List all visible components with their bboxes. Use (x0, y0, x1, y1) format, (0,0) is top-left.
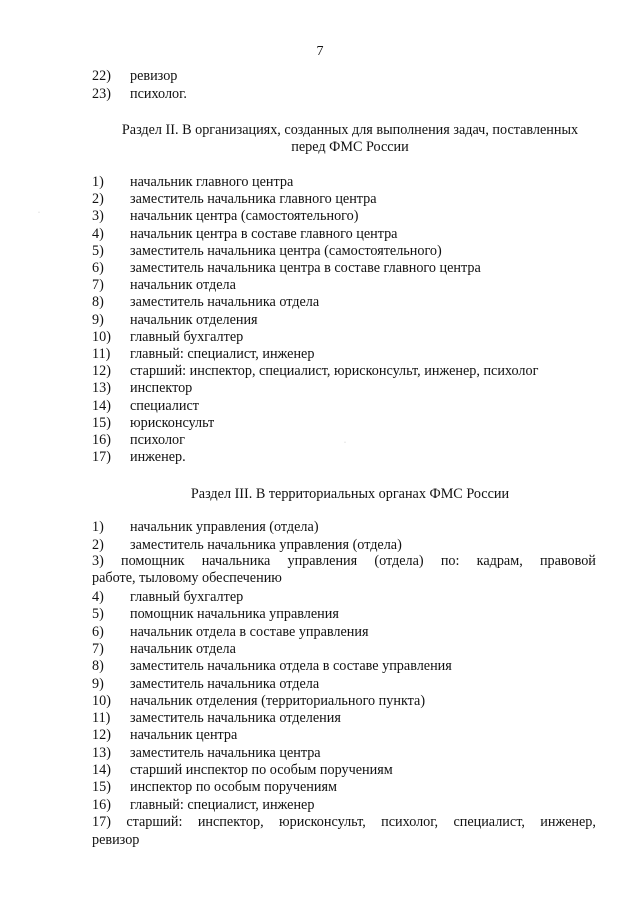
item-number: 5) (92, 606, 104, 623)
section-3-item (92, 676, 319, 693)
section-3-item-17-line2: ревизор (92, 832, 140, 848)
item-number: 7) (92, 640, 104, 657)
item-number: 1) (92, 174, 104, 190)
section-3-item (92, 762, 393, 779)
item-text: главный: специалист, инженер (130, 346, 315, 362)
item-text: начальник отдела (130, 277, 236, 294)
item-text: ревизор (130, 68, 178, 84)
item-text: начальник отдела (130, 640, 236, 657)
section-3-item (92, 641, 236, 658)
item-text: заместитель начальника управления (отдела) (130, 536, 402, 553)
section-2-item (92, 312, 258, 329)
item-text: помощник начальника управления (130, 606, 339, 623)
item-number: 16) (92, 432, 111, 448)
item-text: заместитель начальника отдела в составе управления (130, 658, 452, 675)
section-3-item (92, 606, 339, 623)
section-2-item (92, 415, 214, 432)
item-text: начальник главного центра (130, 174, 294, 190)
section-2-item (92, 432, 185, 449)
item-number: 23) (92, 85, 111, 102)
item-number: 4) (92, 589, 104, 605)
item-number: 8) (92, 294, 104, 311)
item-text: начальник отделения (территориального пункта) (130, 692, 426, 709)
item-text: психолог. (130, 85, 187, 102)
item-text: инженер. (130, 449, 186, 466)
item-number: 8) (92, 658, 104, 675)
section-3-heading: Раздел III. В территориальных органах ФМС России (190, 486, 510, 502)
word: юрисконсульт, (279, 814, 366, 830)
item-text: психолог (130, 432, 185, 448)
item-number: 14) (92, 762, 111, 778)
section-3-item (92, 693, 425, 710)
scan-speck: · (38, 210, 40, 216)
item-text: инспектор по особым поручениям (130, 779, 337, 796)
item-number: 9) (92, 311, 104, 328)
item-text: заместитель начальника отделения (130, 710, 341, 727)
section-3-item (92, 710, 341, 727)
item-text: начальник отдела в составе управления (130, 623, 369, 640)
word: психолог, (381, 814, 439, 830)
section-2-item (92, 174, 293, 191)
word: помощник (121, 553, 185, 569)
section-3-item (92, 519, 319, 536)
word: по: (440, 553, 460, 569)
section-3-item (92, 624, 369, 641)
item-number: 4) (92, 225, 104, 242)
section-3-item (92, 779, 337, 796)
section-3-item-3-line2: работе, тыловому обеспечению (92, 570, 282, 586)
item-text: заместитель начальника отдела (130, 675, 320, 692)
item-text: главный бухгалтер (130, 328, 244, 345)
item-text: заместитель начальника отдела (130, 294, 320, 311)
item-number: 5) (92, 242, 104, 259)
item-number: 2) (92, 536, 104, 553)
item-number: 12) (92, 727, 111, 744)
item-text: начальник центра (130, 727, 238, 744)
word: инспектор, (197, 814, 264, 830)
item-number: 3) (92, 208, 104, 225)
item-number: 6) (92, 260, 104, 276)
item-text: инспектор (130, 380, 193, 397)
item-number: 7) (92, 277, 104, 294)
word: старший: (126, 814, 183, 830)
word: начальника (201, 553, 271, 569)
word: 17) (92, 814, 111, 830)
item-number: 1) (92, 519, 104, 535)
item-text: заместитель начальника центра в составе главного центра (130, 260, 481, 276)
item-text: старший: инспектор, специалист, юрисконсульт, инженер, психолог (130, 363, 539, 380)
section-2-item (92, 329, 243, 346)
section-3-item (92, 589, 243, 606)
section-2-item (92, 260, 481, 277)
word: специалист, (453, 814, 525, 830)
item-text: начальник центра в составе главного центра (130, 225, 398, 242)
section-2-heading-line1: Раздел II. В организациях, созданных для выполнения задач, поставленных (121, 122, 579, 138)
item-number: 17) (92, 449, 111, 466)
item-text: начальник отделения (130, 311, 258, 328)
top-list-item (92, 86, 187, 103)
item-text: заместитель начальника главного центра (130, 191, 377, 208)
section-3-item (92, 727, 237, 744)
section-3-item (92, 658, 452, 675)
item-text: старший инспектор по особым поручениям (130, 762, 393, 778)
item-number: 15) (92, 779, 111, 796)
section-3-item (92, 745, 321, 762)
section-2-item (92, 208, 358, 225)
item-text: заместитель начальника центра (самостоятельного) (130, 242, 442, 259)
item-number: 12) (92, 363, 111, 380)
scan-speck: · (344, 440, 346, 446)
item-number: 14) (92, 397, 111, 414)
item-number: 15) (92, 414, 111, 431)
top-list-item (92, 68, 177, 85)
section-2-item (92, 226, 397, 243)
word: 3) (92, 553, 104, 569)
item-number: 22) (92, 68, 111, 84)
page-number: 7 (316, 44, 324, 59)
word: инженер, (540, 814, 596, 830)
item-number: 9) (92, 675, 104, 692)
section-2-item (92, 363, 538, 380)
item-number: 10) (92, 692, 111, 709)
item-number: 2) (92, 191, 104, 208)
section-2-heading-line2: перед ФМС России (291, 139, 409, 155)
section-2-item (92, 277, 236, 294)
item-text: специалист (130, 397, 199, 414)
section-2-item (92, 243, 442, 260)
section-2-item (92, 398, 199, 415)
item-text: главный бухгалтер (130, 589, 244, 605)
item-text: начальник управления (отдела) (130, 519, 319, 535)
item-number: 13) (92, 380, 111, 397)
item-number: 11) (92, 346, 111, 362)
item-text: юрисконсульт (130, 414, 215, 431)
section-3-item-3-line1 (92, 553, 596, 570)
item-number: 11) (92, 710, 111, 727)
section-3-item-17-line1 (92, 814, 596, 831)
item-number: 10) (92, 328, 111, 345)
section-2-item (92, 294, 319, 311)
section-2-item (92, 346, 314, 363)
item-text: заместитель начальника центра (130, 744, 321, 761)
word: кадрам, (476, 553, 523, 569)
section-2-item (92, 191, 377, 208)
section-2-item (92, 380, 192, 397)
word: управления (287, 553, 358, 569)
section-2-item (92, 449, 186, 466)
item-text: начальник центра (самостоятельного) (130, 208, 359, 225)
item-number: 13) (92, 744, 111, 761)
word: (отдела) (374, 553, 424, 569)
word: правовой (539, 553, 596, 569)
item-text: главный: специалист, инженер (130, 796, 315, 813)
section-3-item (92, 537, 402, 554)
section-3-item (92, 797, 314, 814)
item-number: 16) (92, 796, 111, 813)
item-number: 6) (92, 623, 104, 640)
